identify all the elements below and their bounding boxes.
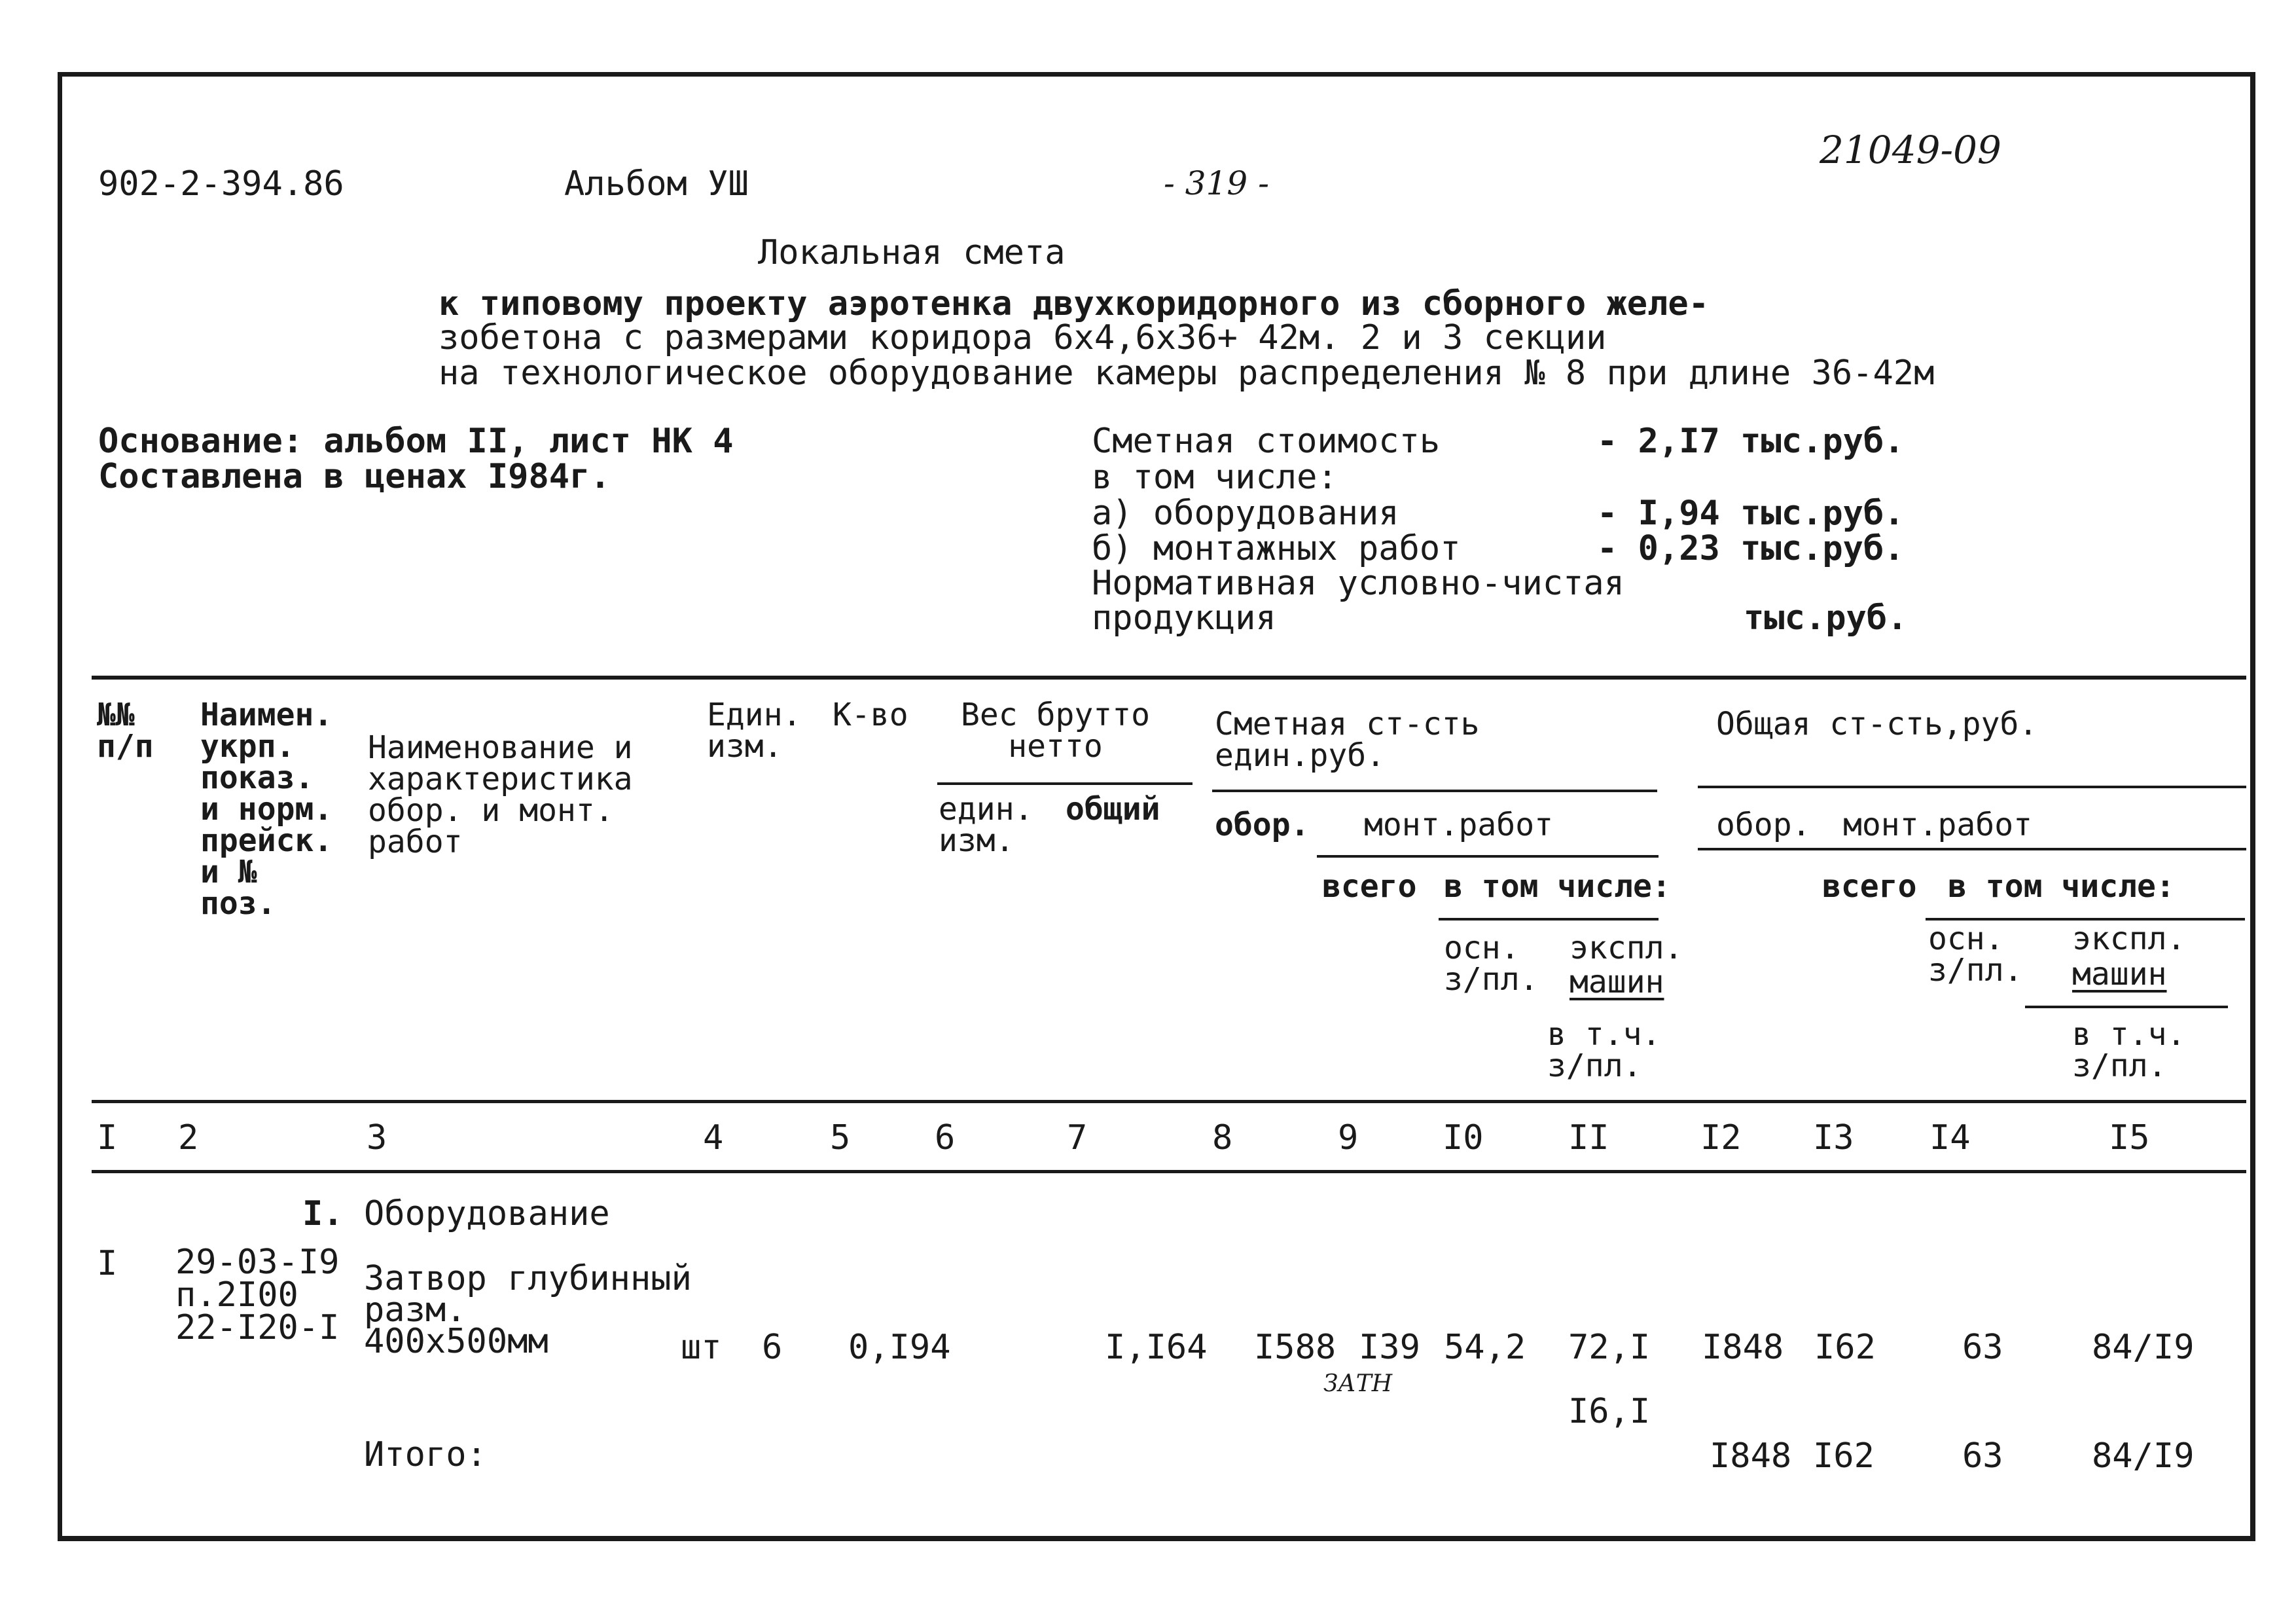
- col-header-total-base-salary: осн. з/пл.: [1928, 921, 2023, 989]
- page-number: - 319 -: [1164, 164, 1270, 202]
- col-header-total-cost: Общая ст-сть,руб.: [1716, 706, 2038, 742]
- row-total-machines: 84/I9: [2092, 1328, 2195, 1367]
- rule-unit-incl: [1439, 918, 1659, 921]
- cost-incl-label: в том числе:: [1092, 458, 1338, 497]
- cost-mounting-value: - 0,23 тыс.руб.: [1597, 529, 1905, 568]
- column-number-2: 2: [178, 1118, 199, 1158]
- row-mounting-note: ЗАТН: [1323, 1370, 1393, 1397]
- norm-product-label-2: продукция: [1092, 598, 1276, 638]
- cost-equipment-value: - I,94 тыс.руб.: [1597, 494, 1905, 533]
- rule-total-cost: [1698, 786, 2246, 788]
- row-code: 29-03-I9 п.2I00 22-I20-I: [175, 1243, 340, 1347]
- norm-product-value: тыс.руб.: [1744, 598, 1908, 638]
- row-mounting-machines-salary: I6,I: [1568, 1392, 1651, 1431]
- cost-equipment-label: а) оборудования: [1092, 494, 1399, 533]
- col-header-unit-mounting: монт.работ: [1364, 807, 1553, 843]
- totals-base-salary: 63: [1962, 1436, 2003, 1476]
- cost-mounting-label: б) монтажных работ: [1092, 529, 1461, 568]
- row-mounting-total: I39: [1359, 1328, 1420, 1367]
- cost-total-value: - 2,I7 тыс.руб.: [1597, 422, 1905, 461]
- col-header-unit-machines-2: машин: [1570, 964, 1664, 1000]
- cost-total-label: Сметная стоимость: [1092, 422, 1441, 461]
- column-number-8: 8: [1212, 1118, 1233, 1158]
- column-numbers-bottom-rule: [92, 1170, 2246, 1173]
- row-total-equipment: I848: [1702, 1328, 1784, 1367]
- row-number: I: [97, 1244, 118, 1283]
- col-header-unit-equipment: обор.: [1215, 807, 1310, 843]
- column-number-6: 6: [935, 1118, 956, 1158]
- row-total-mounting: I62: [1814, 1328, 1876, 1367]
- rule-weight: [937, 782, 1193, 785]
- column-number-5: 5: [830, 1118, 851, 1158]
- norm-product-label-1: Нормативная условно-чистая: [1092, 564, 1624, 603]
- col-header-unit-total: всего: [1322, 868, 1417, 905]
- col-header-total-total: всего: [1822, 868, 1917, 905]
- col-header-weight-total: общий: [1066, 791, 1160, 828]
- col-header-unit-cost: Сметная ст-сть един.руб.: [1215, 706, 1480, 774]
- basis-line-1: Основание: альбом II, лист НК 4: [98, 422, 734, 461]
- column-number-13: I3: [1813, 1118, 1854, 1158]
- column-number-9: 9: [1338, 1118, 1359, 1158]
- column-number-7: 7: [1067, 1118, 1088, 1158]
- col-header-number: №№ п/п: [97, 697, 154, 765]
- row-weight-total: I,I64: [1105, 1328, 1208, 1367]
- rule-total-mount: [1698, 848, 2246, 850]
- col-header-unit-machines: экспл.: [1570, 930, 1683, 966]
- column-number-1: I: [97, 1118, 118, 1158]
- rule-unit-cost: [1212, 790, 1657, 792]
- col-header-unit-base-salary: осн. з/пл.: [1444, 930, 1539, 998]
- row-name: Затвор глубинный разм. 400х500мм: [364, 1259, 692, 1361]
- album-label: Альбом УШ: [564, 164, 749, 204]
- column-number-11: II: [1568, 1118, 1609, 1158]
- row-mounting-machines: 72,I: [1568, 1328, 1651, 1367]
- doc-code: 902-2-394.86: [98, 164, 344, 204]
- column-number-15: I5: [2109, 1118, 2150, 1158]
- row-quantity: 6: [762, 1328, 783, 1367]
- basis-line-2: Составлена в ценах I984г.: [98, 457, 611, 496]
- inventory-number: 21049-09: [1820, 128, 2001, 172]
- rule-total-machines: [2025, 1006, 2228, 1008]
- rule-unit-mount: [1317, 855, 1659, 858]
- col-header-quantity: К-во: [833, 697, 908, 733]
- title-line-2: зобетона с размерами коридора 6х4,6х36+ 42м. 2 и 3 секции: [439, 318, 1607, 357]
- column-number-10: I0: [1443, 1118, 1484, 1158]
- col-header-name: Наименование и характеристика обор. и монт. работ: [368, 729, 633, 860]
- col-header-total-mounting: монт.работ: [1843, 807, 2032, 843]
- totals-label: Итого:: [364, 1435, 487, 1474]
- column-number-14: I4: [1929, 1118, 1971, 1158]
- col-header-unit: Един. изм.: [707, 697, 802, 765]
- table-header-bottom-rule: [92, 1100, 2246, 1103]
- col-header-unit-including: в том числе:: [1444, 868, 1671, 905]
- title-line-1: к типовому проекту аэротенка двухкоридорного из сборного желе-: [439, 284, 1710, 323]
- column-number-3: 3: [367, 1118, 387, 1158]
- col-header-total-including: в том числе:: [1948, 868, 2175, 905]
- col-header-weight: Вес брутто нетто: [961, 697, 1150, 765]
- col-header-weight-unit: един. изм.: [939, 791, 1033, 859]
- row-unit: шт: [681, 1328, 722, 1367]
- col-header-total-machines-2: машин: [2072, 956, 2167, 993]
- row-mounting-base-salary: 54,2: [1444, 1328, 1526, 1367]
- col-header-unit-machines-salary: в т.ч. з/пл.: [1547, 1016, 1661, 1084]
- col-header-total-machines-salary: в т.ч. з/пл.: [2072, 1016, 2186, 1084]
- totals-mounting: I62: [1813, 1436, 1874, 1476]
- table-top-rule: [92, 676, 2246, 680]
- section-title: Оборудование: [364, 1194, 610, 1233]
- totals-machines: 84/I9: [2092, 1436, 2195, 1476]
- section-number: I.: [302, 1194, 344, 1233]
- column-number-12: I2: [1700, 1118, 1742, 1158]
- row-weight-unit: 0,I94: [848, 1328, 951, 1367]
- row-equipment-cost: I588: [1254, 1328, 1336, 1367]
- document-title: Локальная смета: [758, 233, 1066, 272]
- row-total-base-salary: 63: [1962, 1328, 2003, 1367]
- col-header-code: Наимен. укрп. показ. и норм. прейск. и № поз.: [200, 697, 333, 922]
- title-line-3: на технологическое оборудование камеры распределения № 8 при длине 36-42м: [439, 354, 1935, 393]
- column-number-4: 4: [703, 1118, 724, 1158]
- col-header-total-equipment: обор.: [1716, 807, 1811, 843]
- totals-equipment: I848: [1710, 1436, 1792, 1476]
- col-header-total-machines: экспл.: [2072, 921, 2186, 957]
